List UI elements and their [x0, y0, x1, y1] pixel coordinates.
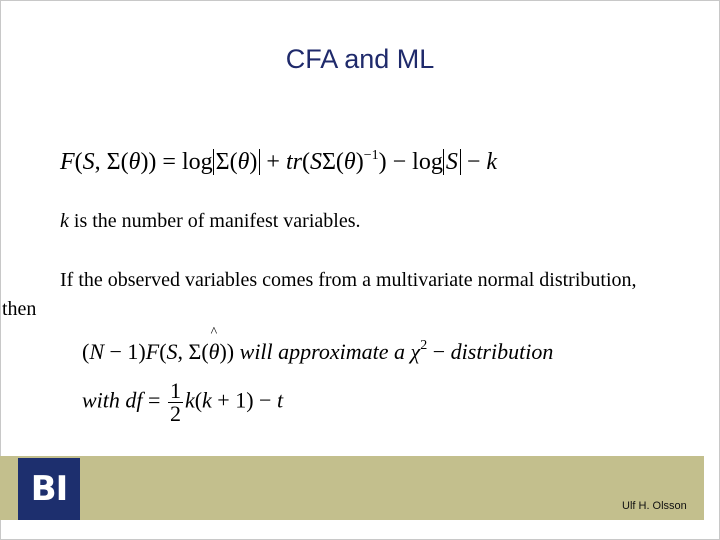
k-variable: k: [60, 210, 69, 232]
bi-logo-text: BI: [30, 469, 68, 509]
degrees-of-freedom-equation: with df = $\frac{1}{2}$ k(k + 1) − t: [82, 378, 284, 426]
ml-fit-function-equation: F(S, $\Sigma(\theta)) = \log \Sigma(\theta) + tr(S\Sigma(\theta)^{-1}) - \log S - k$: [60, 148, 498, 175]
slide-title: CFA and ML: [285, 44, 435, 74]
footer-band: [0, 456, 704, 520]
manifest-variables-note: [60, 210, 360, 233]
manifest-variables-text: is the number of manifest variables.: [73, 210, 361, 232]
bi-logo: [18, 458, 80, 520]
author-label: Ulf H. Olsson: [622, 500, 687, 512]
chi-square-approximation-equation: (N − 1)F(S, Σ(^ θ)) will approximate a $\chi^2$ − distribution: [82, 338, 553, 365]
distribution-paragraph: If the observed variables comes from a multivariate normal distribution, then: [2, 269, 637, 320]
